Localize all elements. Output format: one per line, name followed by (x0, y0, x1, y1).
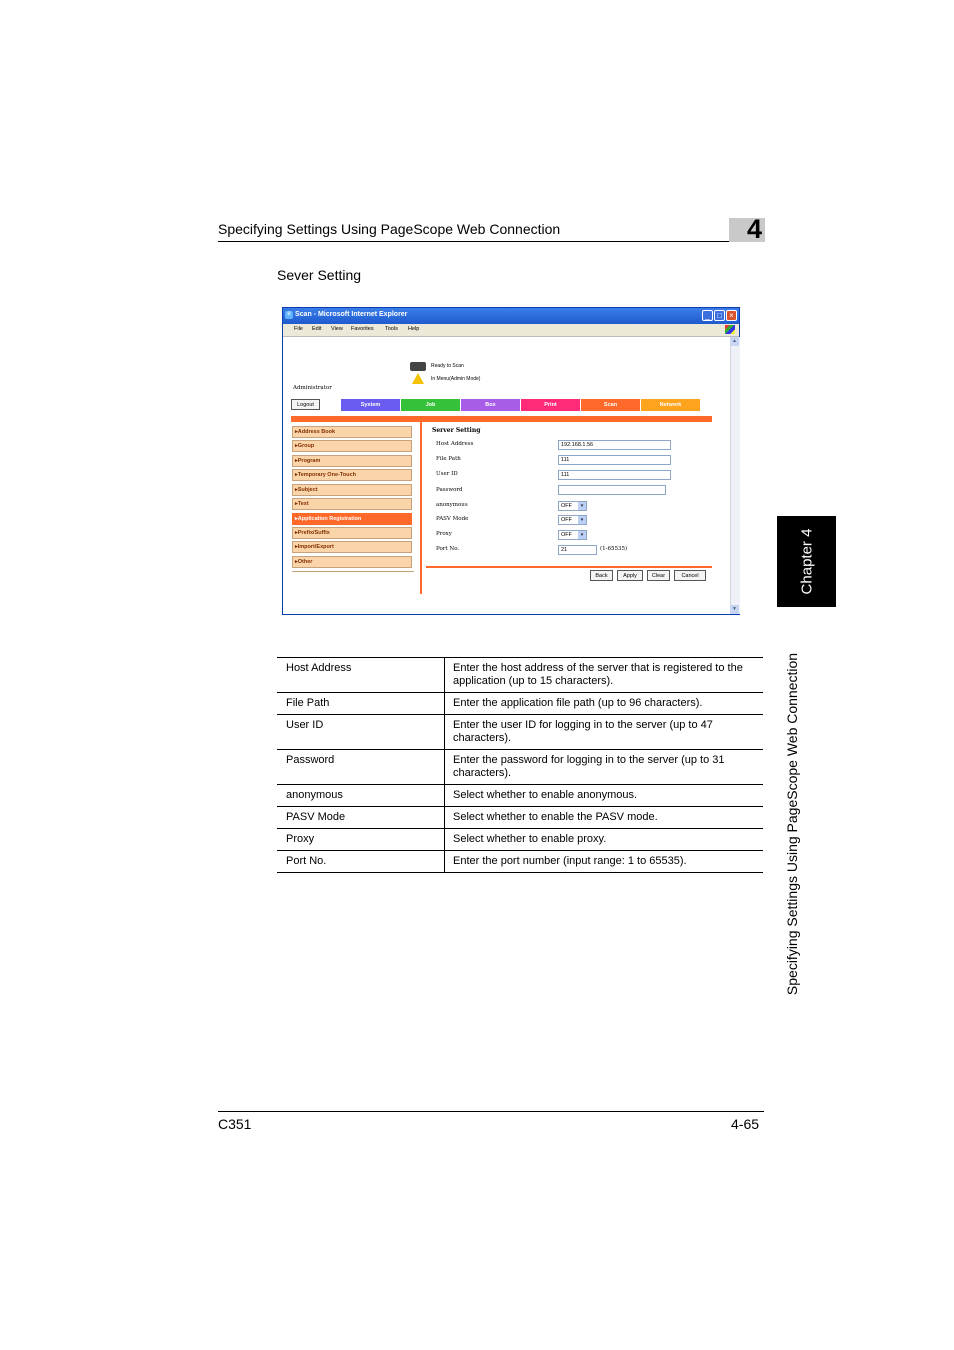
menu-tools[interactable]: Tools (385, 326, 398, 332)
port-no-input[interactable]: 21 (558, 545, 597, 555)
nav-text[interactable]: ▸Text (292, 498, 412, 510)
side-title-wrap (784, 626, 800, 1022)
nav-other[interactable]: ▸Other (292, 556, 412, 568)
side-chapter-label-wrap (777, 516, 836, 607)
user-id-input[interactable]: 111 (558, 470, 671, 480)
apply-button[interactable]: Apply (617, 570, 643, 581)
table-item: User ID (277, 715, 445, 750)
menu-edit[interactable]: Edit (312, 326, 322, 332)
tab-scan[interactable]: Scan (581, 399, 640, 411)
port-range-hint: (1-65535) (600, 546, 628, 552)
table-item: Host Address (277, 658, 445, 693)
tab-box[interactable]: Box (461, 399, 520, 411)
maximize-icon[interactable]: □ (714, 310, 725, 321)
tab-job[interactable]: Job (401, 399, 460, 411)
nav-subject[interactable]: ▸Subject (292, 484, 412, 496)
table-item: File Path (277, 693, 445, 715)
chevron-down-icon: ▾ (578, 531, 586, 539)
label-port-no: Port No. (436, 546, 460, 552)
settings-description-table (277, 657, 763, 873)
close-icon[interactable]: × (726, 310, 737, 321)
chevron-down-icon: ▾ (578, 502, 586, 510)
nav-prefix-suffix[interactable]: ▸Prefix/Suffix (292, 527, 412, 539)
logout-button[interactable]: Logout (291, 399, 320, 410)
menu-help[interactable]: Help (408, 326, 420, 332)
label-pasv-mode: PASV Mode (436, 516, 469, 522)
status-ready: Ready to Scan (431, 363, 464, 369)
menu-bar (283, 324, 739, 337)
scroll-down-icon[interactable]: ▼ (730, 605, 739, 614)
chapter-number: 4 (747, 214, 763, 244)
back-button[interactable]: Back (590, 570, 613, 581)
tab-network[interactable]: Network (641, 399, 700, 411)
nav-temporary-one-touch[interactable]: ▸Temporary One-Touch (292, 469, 412, 481)
form-heading: Server Setting (432, 427, 481, 434)
scroll-up-icon[interactable]: ▲ (730, 337, 739, 346)
warning-icon (412, 373, 424, 384)
label-anonymous: anonymous (436, 502, 468, 508)
vertical-scrollbar[interactable] (730, 337, 740, 614)
table-item: Password (277, 750, 445, 785)
nav-application-registration[interactable]: ▸Application Registration (292, 513, 412, 525)
password-input[interactable] (558, 485, 666, 495)
table-description: Select whether to enable the PASV mode. (445, 807, 764, 829)
window-title: Scan - Microsoft Internet Explorer (295, 311, 408, 318)
ie-logo-icon: e (285, 311, 293, 319)
table-description: Select whether to enable anonymous. (445, 785, 764, 807)
tab-print[interactable]: Print (521, 399, 580, 411)
footer-rule (218, 1111, 764, 1112)
table-row (277, 693, 763, 715)
label-user-id: User ID (436, 471, 458, 477)
nav-program[interactable]: ▸Program (292, 455, 412, 467)
anonymous-value: OFF (561, 503, 572, 509)
tab-underline-bar (291, 416, 712, 422)
minimize-icon[interactable]: _ (702, 310, 713, 321)
table-item: PASV Mode (277, 807, 445, 829)
table-item: anonymous (277, 785, 445, 807)
windows-flag-icon (725, 325, 735, 334)
table-row (277, 785, 763, 807)
table-row (277, 715, 763, 750)
label-host-address: Host Address (436, 441, 474, 447)
proxy-select[interactable] (558, 530, 587, 540)
nav-group[interactable]: ▸Group (292, 440, 412, 452)
table-row (277, 807, 763, 829)
nav-address-book[interactable]: ▸Address Book (292, 426, 412, 438)
cancel-button[interactable]: Cancel (674, 570, 706, 581)
menu-view[interactable]: View (331, 326, 343, 332)
horizontal-separator (426, 566, 712, 568)
side-chapter-label: Chapter 4 (798, 528, 815, 595)
table-description: Enter the user ID for logging in to the server (up to 47 characters). (445, 715, 764, 750)
proxy-value: OFF (561, 532, 572, 538)
menu-file[interactable]: File (294, 326, 303, 332)
footer-model: C351 (218, 1116, 252, 1132)
footer-page-number: 4-65 (731, 1116, 760, 1132)
pasv-mode-select[interactable] (558, 515, 587, 525)
browser-window-screenshot (282, 307, 740, 615)
pasv-mode-value: OFF (561, 517, 572, 523)
anonymous-select[interactable] (558, 501, 587, 511)
nav-import-export[interactable]: ▸Import/Export (292, 541, 412, 553)
section-title: Sever Setting (277, 267, 362, 283)
table-description: Enter the password for logging in to the server (up to 31 characters). (445, 750, 764, 785)
header-rule (218, 241, 764, 242)
side-title: Specifying Settings Using PageScope Web Connection (784, 652, 800, 996)
clear-button[interactable]: Clear (647, 570, 670, 581)
table-item: Port No. (277, 851, 445, 873)
file-path-input[interactable]: 111 (558, 455, 671, 465)
table-description: Enter the application file path (up to 96 characters). (445, 693, 764, 715)
table-row (277, 658, 763, 693)
printer-icon (410, 362, 426, 371)
running-header-title: Specifying Settings Using PageScope Web Connection (218, 221, 561, 237)
chevron-down-icon: ▾ (578, 516, 586, 524)
menu-favorites[interactable]: Favorites (351, 326, 374, 332)
window-titlebar (283, 308, 739, 324)
label-file-path: File Path (436, 456, 461, 462)
vertical-separator (420, 422, 422, 594)
label-proxy: Proxy (436, 531, 452, 537)
admin-label: Administrator (293, 385, 332, 391)
table-row (277, 851, 763, 873)
tab-system[interactable]: System (341, 399, 400, 411)
table-description: Select whether to enable proxy. (445, 829, 764, 851)
table-row (277, 829, 763, 851)
label-password: Password (436, 487, 463, 493)
nav-divider (292, 571, 414, 572)
host-address-input[interactable]: 192.168.1.56 (558, 440, 671, 450)
status-mode: In Menu(Admin Mode) (431, 376, 481, 382)
table-description: Enter the host address of the server that is registered to the application (up to 15 characters). (445, 658, 764, 693)
table-row (277, 750, 763, 785)
table-item: Proxy (277, 829, 445, 851)
table-description: Enter the port number (input range: 1 to 65535). (445, 851, 764, 873)
